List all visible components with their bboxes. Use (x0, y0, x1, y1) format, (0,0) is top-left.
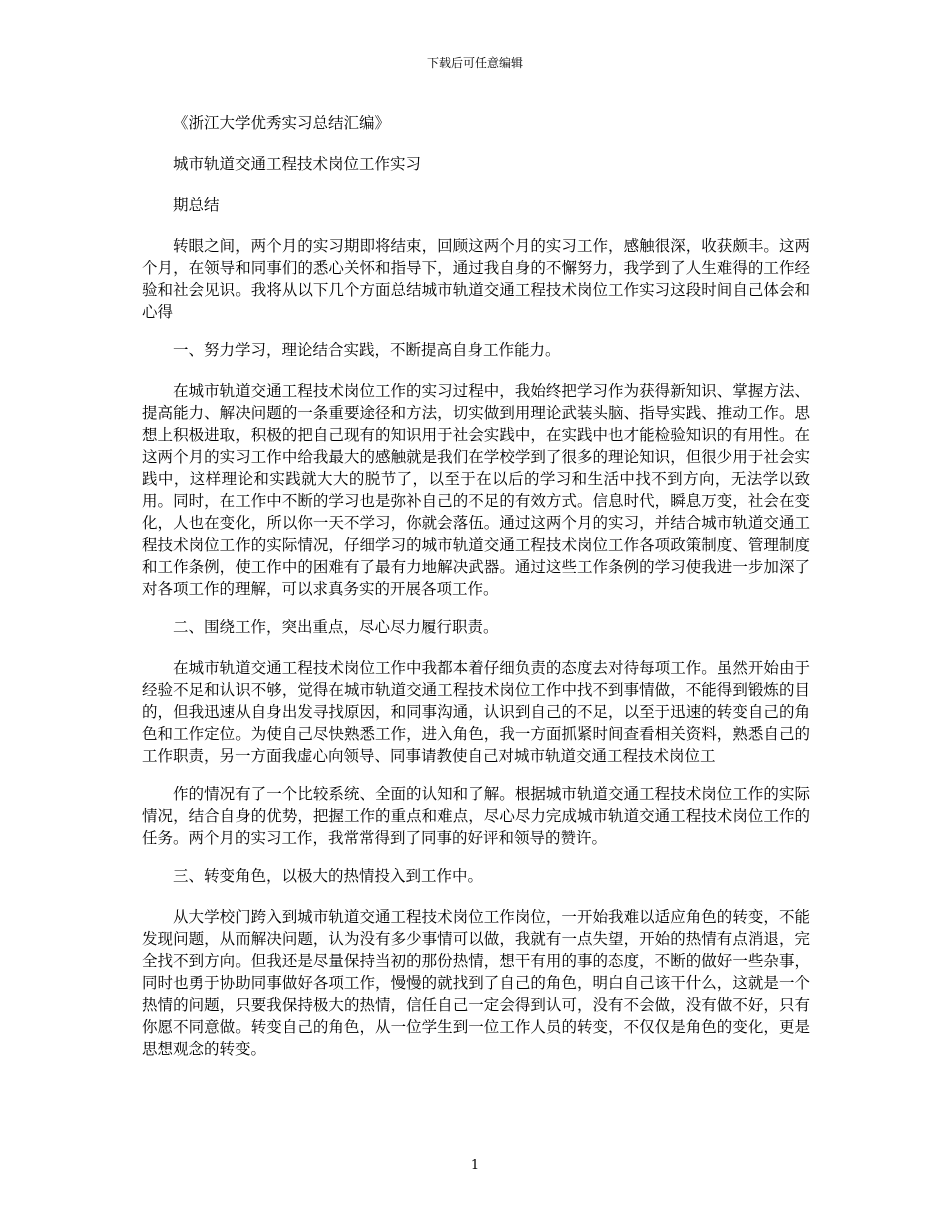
section-heading-1: 一、努力学习，理论结合实践，不断提高自身工作能力。 (173, 341, 561, 359)
paragraph-section-1: 在城市轨道交通工程技术岗位工作的实习过程中，我始终把学习作为获得新知识、掌握方法、提高能力、解决问题的一条重要途径和方法，切实做到用理论武装头脑、指导实践、推动工作。思想上积极进取，积极的把自己现有的知识用于社会实践中，在实践中也才能检验知识的有用性。在这两个月的实习工作中给我最大的感触就是我们在学校学到了很多的理论知识，但很少用于社会实践中，这样理论和实践就大大的脱节了，以至于在以后的学习和生活中找不到方向，无法学以致用。同时，在工作中不断的学习也是弥补自己的不足的有效方式。信息时代，瞬息万变，社会在变化，人也在变化，所以你一天不学习，你就会落伍。通过这两个月的实习，并结合城市轨道交通工程技术岗位工作的实际情况，仔细学习的城市轨道交通工程技术岗位工作各项政策制度、管理制度和工作条例，使工作中的困难有了最有力地解决武器。通过这些工作条例的学习使我进一步加深了对各项工作的理解，可以求真务实的开展各项工作。 (142, 382, 810, 598)
section-heading-3: 三、转变角色，以极大的热情投入到工作中。 (173, 867, 484, 885)
document-body (142, 112, 810, 1076)
document-subtitle: 城市轨道交通工程技术岗位工作实习 (173, 155, 422, 173)
paragraph-intro: 转眼之间，两个月的实习期即将结束，回顾这两个月的实习工作，感触很深，收获颇丰。这两个月，在领导和同事们的悉心关怀和指导下，通过我自身的不懈努力，我学到了人生难得的工作经验和社会见识。我将从以下几个方面总结城市轨道交通工程技术岗位工作实习这段时间自己体会和心得 (142, 237, 810, 321)
paragraph-section-2a: 在城市轨道交通工程技术岗位工作中我都本着仔细负责的态度去对待每项工作。虽然开始由于经验不足和认识不够，觉得在城市轨道交通工程技术岗位工作中找不到事情做，不能得到锻炼的目的，但我迅速从自身出发寻找原因，和同事沟通，认识到自己的不足，以至于迅速的转变自己的角色和工作定位。为使自己尽快熟悉工作，进入角色，我一方面抓紧时间查看相关资料，熟悉自己的工作职责，另一方面我虚心向领导、同事请教使自己对城市轨道交通工程技术岗位工 (142, 659, 810, 765)
document-title: 《浙江大学优秀实习总结汇编》 (173, 114, 391, 132)
section-heading-2: 二、围绕工作，突出重点，尽心尽力履行职责。 (173, 618, 499, 636)
page-header: 下载后可任意编辑 (426, 56, 523, 70)
document-subtitle-continued: 期总结 (173, 196, 220, 214)
paragraph-section-2b: 作的情况有了一个比较系统、全面的认知和了解。根据城市轨道交通工程技术岗位工作的实际情况，结合自身的优势，把握工作的重点和难点，尽心尽力完成城市轨道交通工程技术岗位工作的任务。两个月的实习工作，我常常得到了同事的好评和领导的赞许。 (142, 785, 810, 847)
paragraph-section-3: 从大学校门跨入到城市轨道交通工程技术岗位工作岗位，一开始我难以适应角色的转变，不能发现问题，从而解决问题，认为没有多少事情可以做，我就有一点失望，开始的热情有点消退，完全找不到方向。但我还是尽量保持当初的那份热情，想干有用的事的态度，不断的做好一些杂事，同时也勇于协助同事做好各项工作，慢慢的就找到了自己的角色，明白自己该干什么，这就是一个热情的问题，只要我保持极大的热情，信任自己一定会得到认可，没有不会做，没有做不好，只有你愿不同意做。转变自己的角色，从一位学生到一位工作人员的转变，不仅仅是角色的变化，更是思想观念的转变。 (142, 908, 810, 1058)
page-number: 1 (470, 1158, 480, 1173)
